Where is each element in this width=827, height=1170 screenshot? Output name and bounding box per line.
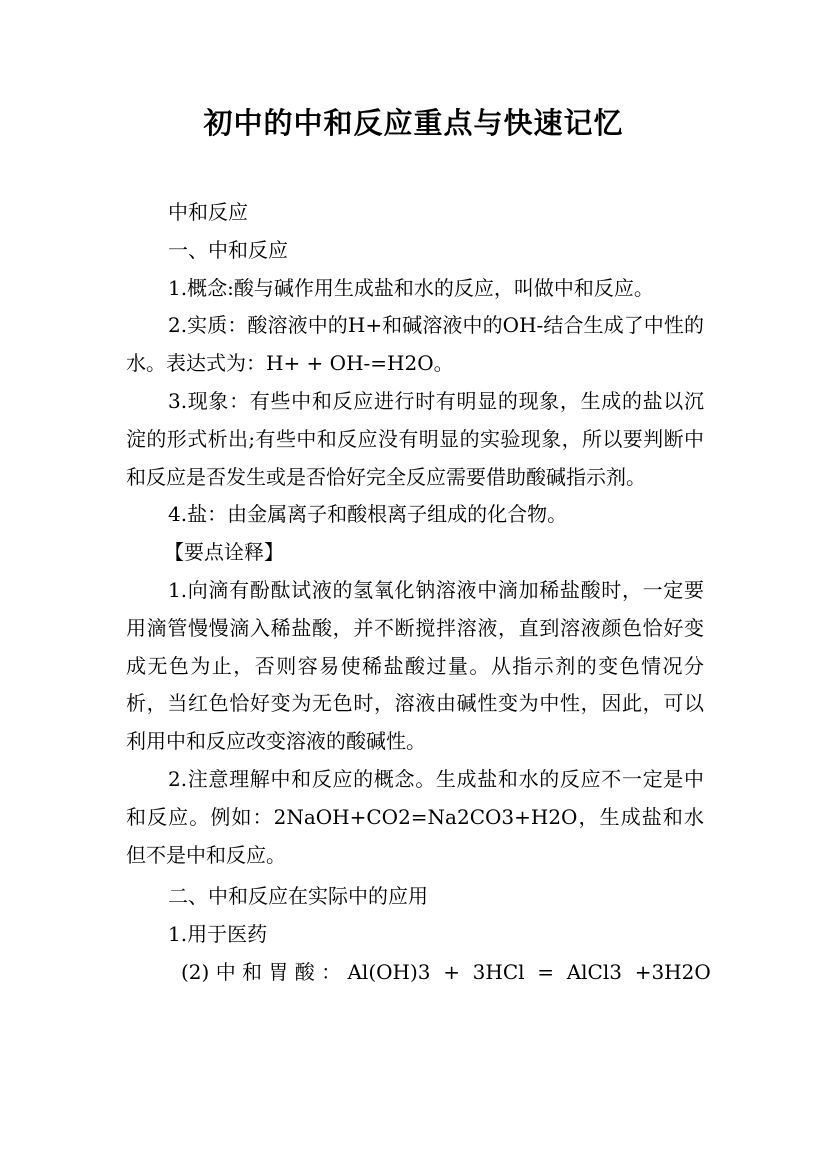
paragraph-essence: 2.实质：酸溶液中的H+和碱溶液中的OH-结合生成了中性的水。表达式为：H+ + OH-=H2O。 <box>126 313 704 376</box>
paragraph-heading-neutralization: 中和反应 <box>168 200 248 224</box>
paragraph-point-one: 1.向滴有酚酞试液的氢氧化钠溶液中滴加稀盐酸时，一定要用滴管慢慢滴入稀盐酸，并不断搅拌溶液，直到溶液颜色恰好变成无色为止，否则容易使稀盐酸过量。从指示剂的变色情况分析，当红色恰好变为无色时，溶液由碱性变为中性，因此，可以利用中和反应改变溶液的酸碱性。 <box>126 577 704 754</box>
paragraph-key-points: 【要点诠释】 <box>164 540 284 565</box>
document-body <box>126 194 711 992</box>
paragraph-phenomenon: 3.现象：有些中和反应进行时有明显的现象，生成的盐以沉淀的形式析出;有些中和反应没有明显的实验现象，所以要判断中和反应是否发生或是否恰好完全反应需要借助酸碱指示剂。 <box>126 388 704 489</box>
paragraph-stomach-acid-formula: (2) 中 和 胃 酸 ： Al(OH)3 + 3HCl = AlCl3 +3H2O <box>181 959 711 984</box>
paragraph-section-two: 二、中和反应在实际中的应用 <box>168 884 428 909</box>
paragraph-medicine: 1.用于医药 <box>168 922 268 947</box>
paragraph-point-two: 2.注意理解中和反应的概念。生成盐和水的反应不一定是中和反应。例如：2NaOH+CO2=Na2CO3+H2O，生成盐和水但不是中和反应。 <box>126 766 704 867</box>
paragraph-salt: 4.盐：由金属离子和酸根离子组成的化合物。 <box>168 502 568 527</box>
paragraph-section-one: 一、中和反应 <box>168 237 288 262</box>
paragraph-concept: 1.概念:酸与碱作用生成盐和水的反应，叫做中和反应。 <box>168 275 654 300</box>
document-title: 初中的中和反应重点与快速记忆 <box>203 106 624 140</box>
